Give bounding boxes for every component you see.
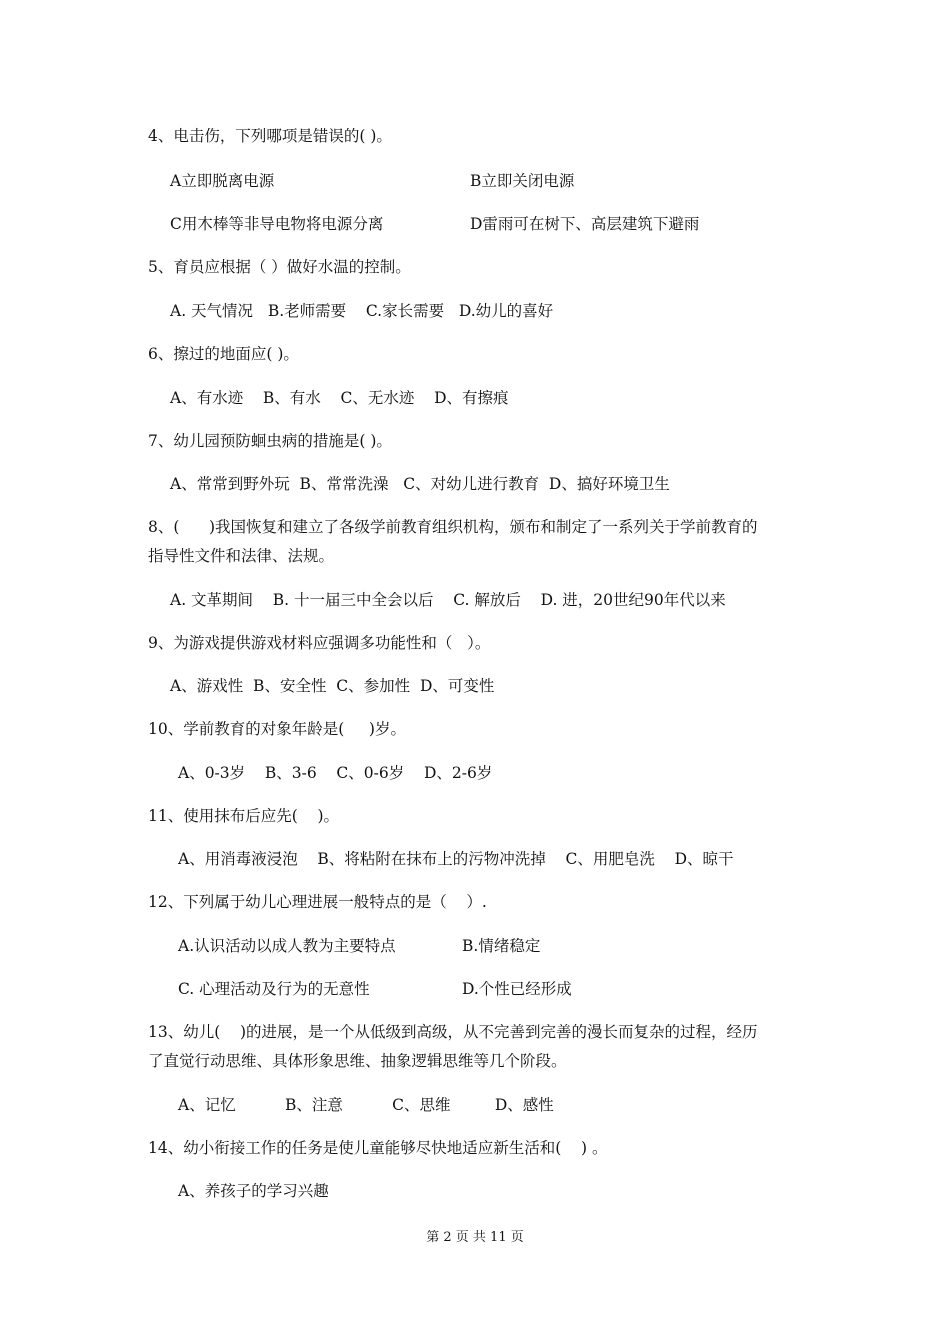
question-9-options: A、游戏性 B、安全性 C、参加性 D、可变性 bbox=[170, 677, 495, 695]
page-footer: 第 2 页 共 11 页 bbox=[426, 1230, 524, 1245]
question-8-stem-line-1: 8、( )我国恢复和建立了各级学前教育组织机构，颁布和制定了一系列关于学前教育的 bbox=[148, 518, 758, 536]
question-13-options: A、记忆 B、注意 C、思维 D、感性 bbox=[178, 1096, 554, 1114]
question-7-options: A、常常到野外玩 B、常常洗澡 C、对幼儿进行教育 D、搞好环境卫生 bbox=[170, 475, 670, 493]
question-5-stem: 5、育员应根据（ ）做好水温的控制。 bbox=[148, 258, 411, 276]
question-10-options: A、0-3岁 B、3-6 C、0-6岁 D、2-6岁 bbox=[178, 764, 493, 782]
question-8-stem-line-2: 指导性文件和法律、法规。 bbox=[148, 547, 335, 565]
question-12-option-c: C. 心理活动及行为的无意性 bbox=[178, 980, 370, 998]
question-13-stem-line-1: 13、幼儿( )的进展，是一个从低级到高级，从不完善到完善的漫长而复杂的过程，经历 bbox=[148, 1023, 758, 1041]
question-13-stem-line-2: 了直觉行动思维、具体形象思维、抽象逻辑思维等几个阶段。 bbox=[148, 1052, 567, 1070]
question-10-stem: 10、学前教育的对象年龄是( )岁。 bbox=[148, 720, 406, 738]
question-7-stem: 7、幼儿园预防蛔虫病的措施是( )。 bbox=[148, 432, 392, 450]
question-4-stem: 4、电击伤，下列哪项是错误的( )。 bbox=[148, 127, 392, 145]
question-11-stem: 11、使用抹布后应先( )。 bbox=[148, 807, 340, 825]
question-4-option-c: C用木棒等非导电物将电源分离 bbox=[170, 215, 384, 233]
question-12-stem: 12、下列属于幼儿心理进展一般特点的是（ ）. bbox=[148, 893, 487, 911]
question-4-option-a: A立即脱离电源 bbox=[170, 172, 275, 190]
question-6-options: A、有水迹 B、有水 C、无水迹 D、有擦痕 bbox=[170, 389, 509, 407]
question-11-options: A、用消毒液浸泡 B、将粘附在抹布上的污物冲洗掉 C、用肥皂洗 D、晾干 bbox=[178, 850, 734, 868]
question-4-option-d: D雷雨可在树下、高层建筑下避雨 bbox=[470, 215, 700, 233]
question-12-option-a: A.认识活动以成人教为主要特点 bbox=[178, 937, 396, 955]
question-12-option-b: B.情绪稳定 bbox=[462, 937, 541, 955]
question-8-options: A. 文革期间 B. 十一届三中全会以后 C. 解放后 D. 进，20世纪90年代以来 bbox=[170, 591, 726, 609]
question-14-stem: 14、幼小衔接工作的任务是使儿童能够尽快地适应新生活和( ) 。 bbox=[148, 1139, 608, 1157]
question-14-option-a: A、养孩子的学习兴趣 bbox=[178, 1182, 329, 1200]
question-9-stem: 9、为游戏提供游戏材料应强调多功能性和（ ）。 bbox=[148, 634, 491, 652]
question-4-option-b: B立即关闭电源 bbox=[470, 172, 575, 190]
question-12-option-d: D.个性已经形成 bbox=[462, 980, 572, 998]
question-6-stem: 6、擦过的地面应( )。 bbox=[148, 345, 299, 363]
question-5-options: A. 天气情况 B.老师需要 C.家长需要 D.幼儿的喜好 bbox=[170, 302, 554, 320]
